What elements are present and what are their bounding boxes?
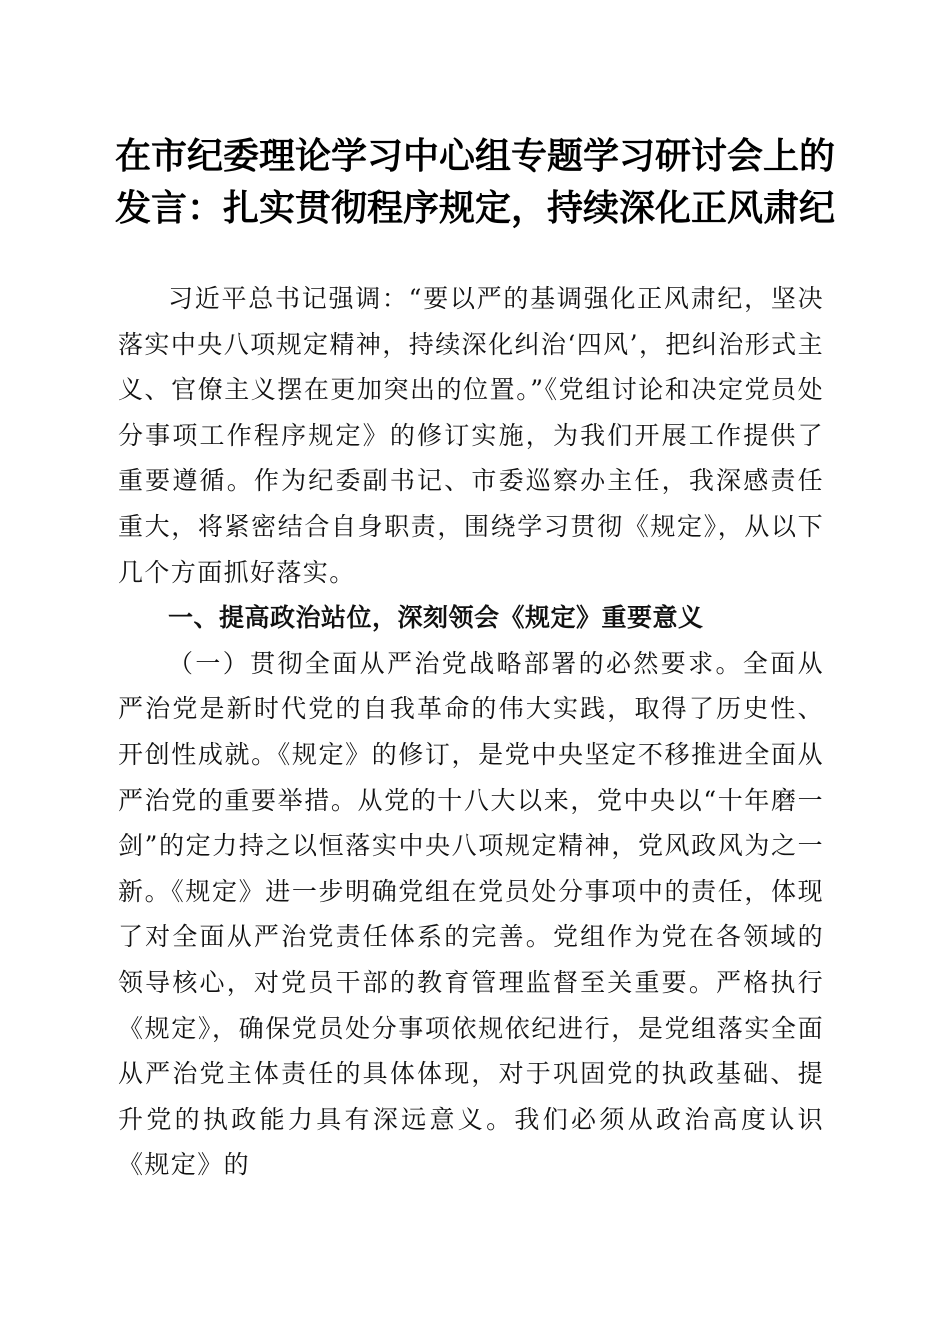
document-title	[100, 130, 850, 234]
section-heading-1: 一、提高政治站位，深刻领会《规定》重要意义	[168, 603, 704, 633]
document-title-line-2: 发言：扎实贯彻程序规定，持续深化正风肃纪	[114, 187, 835, 229]
subsection-paragraph-1	[118, 641, 824, 1188]
subsection-body-1: 全面从严治党是新时代党的自我革命的伟大实践，取得了历史性、开创性成就。《规定》的修订，是党中央坚定不移推进全面从严治党的重要举措。从党的十八大以来，党中央以“十年磨一剑”的定力持之以恒落实中央八项规定精神，党风政风为之一新。《规定》进一步明确党组在党员处分事项中的责任，体现了对全面从严治党责任体系的完善。党组作为党在各领域的领导核心，对党员干部的教育管理监督至关重要。严格执行《规定》，确保党员处分事项依规依纪进行，是党组落实全面从严治党主体责任的具体体现，对于巩固党的执政基础、提升党的执政能力具有深远意义。我们必须从政治高度认识《规定》的	[118, 648, 825, 1180]
subsection-heading-1: （一）贯彻全面从严治党战略部署的必然要求。	[168, 648, 743, 678]
document-body	[118, 276, 824, 1188]
document-title-line-1: 在市纪委理论学习中心组专题学习研讨会上的	[114, 135, 835, 177]
intro-paragraph: 习近平总书记强调：“要以严的基调强化正风肃纪，坚决落实中央八项规定精神，持续深化纠治‘四风’，把纠治形式主义、官僚主义摆在更加突出的位置。”《党组讨论和决定党员处分事项工作程序规定》的修订实施，为我们开展工作提供了重要遵循。作为纪委副书记、市委巡察办主任，我深感责任重大，将紧密结合自身职责，围绕学习贯彻《规定》，从以下几个方面抓好落实。	[118, 284, 824, 587]
